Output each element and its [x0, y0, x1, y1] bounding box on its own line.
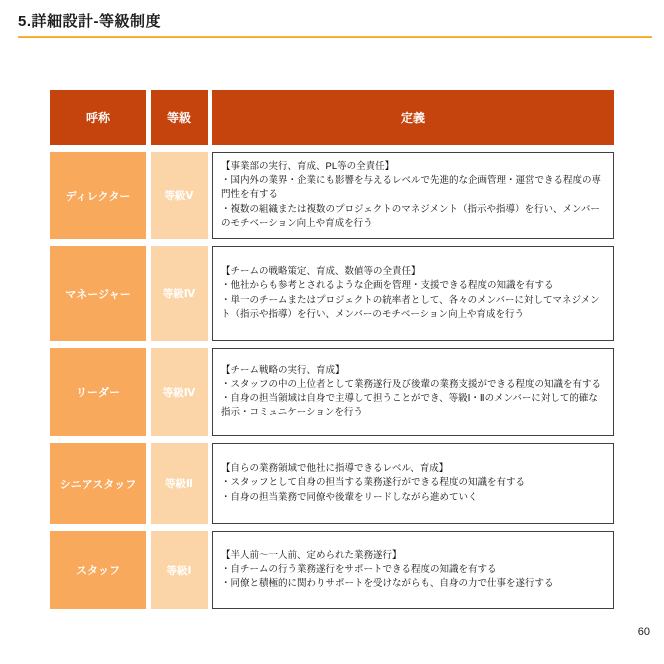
table-row — [50, 246, 614, 341]
table-row — [50, 152, 614, 239]
definition-bullet: ・複数の組織または複数のプロジェクトのマネジメント（指示や指導）を行い、メンバーのモチベーション向上や育成を行う — [221, 203, 600, 229]
row-definition — [212, 531, 614, 609]
row-grade: 等級Ⅳ — [151, 246, 208, 341]
row-name: シニアスタッフ — [50, 443, 146, 524]
row-grade: 等級Ⅳ — [151, 348, 208, 436]
header-cell-definition: 定義 — [212, 90, 614, 145]
row-name: リーダー — [50, 348, 146, 436]
row-grade: 等級Ⅰ — [151, 531, 208, 609]
definition-bullet: ・自身の担当領域は自身で主導して担うことができ、等級Ⅰ・Ⅱのメンバーに対して的確な指示・コミュニケーションを行う — [221, 393, 598, 419]
header-cell-grade: 等級 — [151, 90, 208, 145]
definition-heading: 【半人前～一人前、定められた業務遂行】 — [221, 549, 402, 561]
header-cell-name: 呼称 — [50, 90, 146, 145]
row-name: マネージャー — [50, 246, 146, 341]
row-name: スタッフ — [50, 531, 146, 609]
title-underline — [18, 36, 652, 38]
table-rows — [50, 152, 614, 609]
row-name: ディレクター — [50, 152, 146, 239]
row-definition — [212, 246, 614, 341]
definition-bullet: ・他社からも参考とされるような企画を管理・支援できる程度の知識を有する — [221, 280, 554, 292]
grade-table — [50, 90, 614, 609]
definition-bullet: ・同僚と積極的に関わりサポートを受けながらも、自身の力で仕事を遂行する — [221, 578, 554, 590]
table-row — [50, 348, 614, 436]
row-definition — [212, 443, 614, 524]
definition-bullet: ・スタッフの中の上位者として業務遂行及び後輩の業務支援ができる程度の知識を有する — [221, 378, 602, 390]
definition-bullet: ・自チームの行う業務遂行をサポートできる程度の知識を有する — [221, 563, 497, 575]
definition-bullet: ・単一のチームまたはプロジェクトの統率者として、各々のメンバーに対してマネジメント（指示や指導）を行い、メンバーのモチベーション向上や育成を行う — [221, 294, 600, 320]
definition-heading: 【自らの業務領域で他社に指導できるレベル、育成】 — [221, 463, 449, 475]
row-definition — [212, 348, 614, 436]
definition-bullet: ・国内外の業界・企業にも影響を与えるレベルで先進的な企画管理・運営できる程度の専門性を有する — [221, 175, 602, 201]
page-title: 5.詳細設計-等級制度 — [18, 13, 162, 30]
page-number: 60 — [637, 626, 650, 638]
table-header-row — [50, 90, 614, 145]
definition-heading: 【チーム戦略の実行、育成】 — [221, 364, 345, 376]
definition-bullet: ・自身の担当業務で同僚や後輩をリードしながら進めていく — [221, 491, 478, 503]
row-grade: 等級Ⅱ — [151, 443, 208, 524]
definition-heading: 【チームの戦略策定、育成、数値等の全責任】 — [221, 266, 421, 277]
row-definition — [212, 152, 614, 239]
table-row — [50, 531, 614, 609]
table-row — [50, 443, 614, 524]
row-grade: 等級Ⅴ — [151, 152, 208, 239]
definition-bullet: ・スタッフとして自身の担当する業務遂行ができる程度の知識を有する — [221, 477, 526, 489]
definition-heading: 【事業部の実行、育成、PL等の全責任】 — [221, 160, 395, 172]
